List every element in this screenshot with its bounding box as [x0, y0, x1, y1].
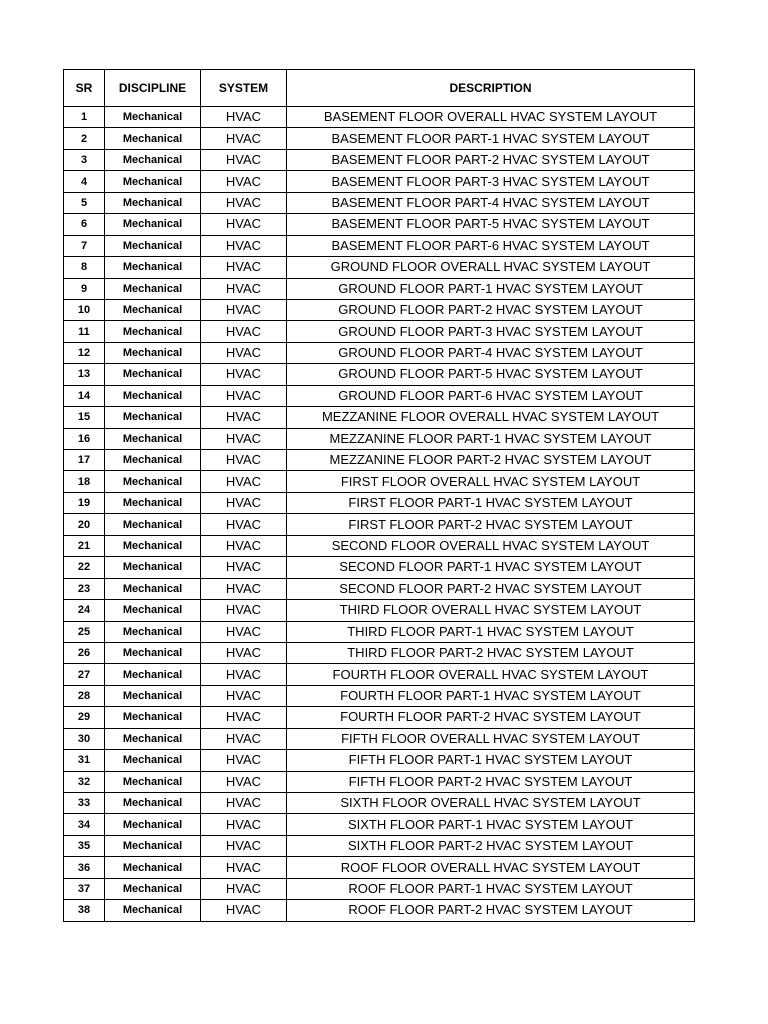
table-row	[64, 192, 695, 213]
sr-cell: 13	[64, 364, 105, 385]
header-system: SYSTEM	[201, 70, 287, 107]
sr-cell: 16	[64, 428, 105, 449]
sr-cell: 14	[64, 385, 105, 406]
sys-cell: HVAC	[201, 278, 287, 299]
disc-cell: Mechanical	[105, 664, 201, 685]
disc-cell: Mechanical	[105, 428, 201, 449]
sys-cell: HVAC	[201, 450, 287, 471]
table-row	[64, 900, 695, 921]
disc-cell: Mechanical	[105, 321, 201, 342]
sr-cell: 1	[64, 107, 105, 128]
sys-cell: HVAC	[201, 857, 287, 878]
table-row	[64, 750, 695, 771]
sr-cell: 28	[64, 685, 105, 706]
sr-cell: 21	[64, 535, 105, 556]
disc-cell: Mechanical	[105, 192, 201, 213]
table-row	[64, 514, 695, 535]
sys-cell: HVAC	[201, 578, 287, 599]
disc-cell: Mechanical	[105, 235, 201, 256]
sr-cell: 35	[64, 835, 105, 856]
disc-cell: Mechanical	[105, 707, 201, 728]
desc-cell: FIFTH FLOOR PART-1 HVAC SYSTEM LAYOUT	[287, 750, 695, 771]
table-row	[64, 728, 695, 749]
sys-cell: HVAC	[201, 685, 287, 706]
sr-cell: 29	[64, 707, 105, 728]
sys-cell: HVAC	[201, 728, 287, 749]
table-row	[64, 557, 695, 578]
sys-cell: HVAC	[201, 342, 287, 363]
disc-cell: Mechanical	[105, 557, 201, 578]
sys-cell: HVAC	[201, 514, 287, 535]
sr-cell: 15	[64, 407, 105, 428]
desc-cell: FIRST FLOOR OVERALL HVAC SYSTEM LAYOUT	[287, 471, 695, 492]
table-row	[64, 771, 695, 792]
sys-cell: HVAC	[201, 814, 287, 835]
sr-cell: 5	[64, 192, 105, 213]
sr-cell: 19	[64, 492, 105, 513]
desc-cell: GROUND FLOOR PART-1 HVAC SYSTEM LAYOUT	[287, 278, 695, 299]
sys-cell: HVAC	[201, 492, 287, 513]
desc-cell: THIRD FLOOR PART-2 HVAC SYSTEM LAYOUT	[287, 642, 695, 663]
sys-cell: HVAC	[201, 642, 287, 663]
desc-cell: ROOF FLOOR PART-1 HVAC SYSTEM LAYOUT	[287, 878, 695, 899]
disc-cell: Mechanical	[105, 878, 201, 899]
desc-cell: FOURTH FLOOR PART-1 HVAC SYSTEM LAYOUT	[287, 685, 695, 706]
table-row	[64, 385, 695, 406]
sys-cell: HVAC	[201, 664, 287, 685]
sys-cell: HVAC	[201, 750, 287, 771]
sys-cell: HVAC	[201, 192, 287, 213]
sr-cell: 22	[64, 557, 105, 578]
sr-cell: 17	[64, 450, 105, 471]
desc-cell: GROUND FLOOR PART-6 HVAC SYSTEM LAYOUT	[287, 385, 695, 406]
table-row	[64, 235, 695, 256]
table-row	[64, 257, 695, 278]
table-row	[64, 535, 695, 556]
disc-cell: Mechanical	[105, 600, 201, 621]
table-row	[64, 214, 695, 235]
disc-cell: Mechanical	[105, 107, 201, 128]
disc-cell: Mechanical	[105, 450, 201, 471]
table-row	[64, 364, 695, 385]
table-row	[64, 600, 695, 621]
disc-cell: Mechanical	[105, 857, 201, 878]
header-description: DESCRIPTION	[287, 70, 695, 107]
sys-cell: HVAC	[201, 878, 287, 899]
sys-cell: HVAC	[201, 321, 287, 342]
sys-cell: HVAC	[201, 835, 287, 856]
sr-cell: 9	[64, 278, 105, 299]
sys-cell: HVAC	[201, 428, 287, 449]
table-row	[64, 621, 695, 642]
sys-cell: HVAC	[201, 299, 287, 320]
desc-cell: FIFTH FLOOR PART-2 HVAC SYSTEM LAYOUT	[287, 771, 695, 792]
sr-cell: 7	[64, 235, 105, 256]
disc-cell: Mechanical	[105, 578, 201, 599]
desc-cell: SECOND FLOOR OVERALL HVAC SYSTEM LAYOUT	[287, 535, 695, 556]
sr-cell: 12	[64, 342, 105, 363]
table-row	[64, 107, 695, 128]
desc-cell: GROUND FLOOR PART-4 HVAC SYSTEM LAYOUT	[287, 342, 695, 363]
table-row	[64, 299, 695, 320]
disc-cell: Mechanical	[105, 535, 201, 556]
disc-cell: Mechanical	[105, 835, 201, 856]
disc-cell: Mechanical	[105, 814, 201, 835]
table-row	[64, 707, 695, 728]
disc-cell: Mechanical	[105, 793, 201, 814]
sys-cell: HVAC	[201, 707, 287, 728]
desc-cell: GROUND FLOOR OVERALL HVAC SYSTEM LAYOUT	[287, 257, 695, 278]
table-row	[64, 171, 695, 192]
desc-cell: BASEMENT FLOOR PART-1 HVAC SYSTEM LAYOUT	[287, 128, 695, 149]
disc-cell: Mechanical	[105, 514, 201, 535]
sys-cell: HVAC	[201, 107, 287, 128]
desc-cell: BASEMENT FLOOR OVERALL HVAC SYSTEM LAYOUT	[287, 107, 695, 128]
sys-cell: HVAC	[201, 793, 287, 814]
table-row	[64, 814, 695, 835]
disc-cell: Mechanical	[105, 621, 201, 642]
table-row	[64, 878, 695, 899]
sys-cell: HVAC	[201, 385, 287, 406]
desc-cell: FOURTH FLOOR OVERALL HVAC SYSTEM LAYOUT	[287, 664, 695, 685]
table-row	[64, 407, 695, 428]
desc-cell: FIFTH FLOOR OVERALL HVAC SYSTEM LAYOUT	[287, 728, 695, 749]
desc-cell: MEZZANINE FLOOR PART-2 HVAC SYSTEM LAYOUT	[287, 450, 695, 471]
sr-cell: 8	[64, 257, 105, 278]
desc-cell: ROOF FLOOR PART-2 HVAC SYSTEM LAYOUT	[287, 900, 695, 921]
desc-cell: ROOF FLOOR OVERALL HVAC SYSTEM LAYOUT	[287, 857, 695, 878]
desc-cell: MEZZANINE FLOOR OVERALL HVAC SYSTEM LAYOUT	[287, 407, 695, 428]
desc-cell: BASEMENT FLOOR PART-3 HVAC SYSTEM LAYOUT	[287, 171, 695, 192]
desc-cell: SECOND FLOOR PART-2 HVAC SYSTEM LAYOUT	[287, 578, 695, 599]
disc-cell: Mechanical	[105, 342, 201, 363]
sys-cell: HVAC	[201, 171, 287, 192]
disc-cell: Mechanical	[105, 900, 201, 921]
disc-cell: Mechanical	[105, 149, 201, 170]
desc-cell: GROUND FLOOR PART-5 HVAC SYSTEM LAYOUT	[287, 364, 695, 385]
sr-cell: 20	[64, 514, 105, 535]
table-row	[64, 428, 695, 449]
table-row	[64, 128, 695, 149]
document-sheet	[63, 69, 695, 922]
disc-cell: Mechanical	[105, 128, 201, 149]
table-row	[64, 642, 695, 663]
table-row	[64, 321, 695, 342]
sr-cell: 10	[64, 299, 105, 320]
sr-cell: 6	[64, 214, 105, 235]
disc-cell: Mechanical	[105, 214, 201, 235]
table-row	[64, 278, 695, 299]
sr-cell: 34	[64, 814, 105, 835]
sys-cell: HVAC	[201, 900, 287, 921]
disc-cell: Mechanical	[105, 299, 201, 320]
sr-cell: 27	[64, 664, 105, 685]
sys-cell: HVAC	[201, 257, 287, 278]
table-row	[64, 450, 695, 471]
table-row	[64, 342, 695, 363]
header-discipline: DISCIPLINE	[105, 70, 201, 107]
disc-cell: Mechanical	[105, 492, 201, 513]
sr-cell: 4	[64, 171, 105, 192]
disc-cell: Mechanical	[105, 257, 201, 278]
sys-cell: HVAC	[201, 471, 287, 492]
table-row	[64, 149, 695, 170]
sr-cell: 36	[64, 857, 105, 878]
table-row	[64, 857, 695, 878]
sr-cell: 31	[64, 750, 105, 771]
table-header-row	[64, 70, 695, 107]
drawing-list-table	[63, 69, 695, 922]
sr-cell: 24	[64, 600, 105, 621]
header-sr: SR	[64, 70, 105, 107]
desc-cell: FIRST FLOOR PART-1 HVAC SYSTEM LAYOUT	[287, 492, 695, 513]
sys-cell: HVAC	[201, 214, 287, 235]
disc-cell: Mechanical	[105, 642, 201, 663]
table-body	[64, 107, 695, 922]
sys-cell: HVAC	[201, 149, 287, 170]
sr-cell: 25	[64, 621, 105, 642]
disc-cell: Mechanical	[105, 407, 201, 428]
sr-cell: 26	[64, 642, 105, 663]
sr-cell: 33	[64, 793, 105, 814]
sys-cell: HVAC	[201, 535, 287, 556]
sys-cell: HVAC	[201, 364, 287, 385]
disc-cell: Mechanical	[105, 278, 201, 299]
sr-cell: 18	[64, 471, 105, 492]
desc-cell: BASEMENT FLOOR PART-5 HVAC SYSTEM LAYOUT	[287, 214, 695, 235]
desc-cell: MEZZANINE FLOOR PART-1 HVAC SYSTEM LAYOUT	[287, 428, 695, 449]
desc-cell: BASEMENT FLOOR PART-2 HVAC SYSTEM LAYOUT	[287, 149, 695, 170]
sys-cell: HVAC	[201, 128, 287, 149]
disc-cell: Mechanical	[105, 171, 201, 192]
desc-cell: SIXTH FLOOR PART-2 HVAC SYSTEM LAYOUT	[287, 835, 695, 856]
table-row	[64, 835, 695, 856]
table-row	[64, 793, 695, 814]
sys-cell: HVAC	[201, 600, 287, 621]
disc-cell: Mechanical	[105, 771, 201, 792]
desc-cell: BASEMENT FLOOR PART-6 HVAC SYSTEM LAYOUT	[287, 235, 695, 256]
sr-cell: 30	[64, 728, 105, 749]
disc-cell: Mechanical	[105, 385, 201, 406]
sr-cell: 3	[64, 149, 105, 170]
table-row	[64, 578, 695, 599]
sr-cell: 32	[64, 771, 105, 792]
sr-cell: 2	[64, 128, 105, 149]
desc-cell: THIRD FLOOR PART-1 HVAC SYSTEM LAYOUT	[287, 621, 695, 642]
sys-cell: HVAC	[201, 407, 287, 428]
table-row	[64, 685, 695, 706]
table-row	[64, 471, 695, 492]
sr-cell: 11	[64, 321, 105, 342]
disc-cell: Mechanical	[105, 471, 201, 492]
sys-cell: HVAC	[201, 235, 287, 256]
table-row	[64, 492, 695, 513]
desc-cell: SIXTH FLOOR OVERALL HVAC SYSTEM LAYOUT	[287, 793, 695, 814]
desc-cell: FIRST FLOOR PART-2 HVAC SYSTEM LAYOUT	[287, 514, 695, 535]
disc-cell: Mechanical	[105, 685, 201, 706]
desc-cell: THIRD FLOOR OVERALL HVAC SYSTEM LAYOUT	[287, 600, 695, 621]
desc-cell: GROUND FLOOR PART-3 HVAC SYSTEM LAYOUT	[287, 321, 695, 342]
disc-cell: Mechanical	[105, 364, 201, 385]
sys-cell: HVAC	[201, 771, 287, 792]
desc-cell: GROUND FLOOR PART-2 HVAC SYSTEM LAYOUT	[287, 299, 695, 320]
sr-cell: 23	[64, 578, 105, 599]
table-row	[64, 664, 695, 685]
sys-cell: HVAC	[201, 557, 287, 578]
desc-cell: SIXTH FLOOR PART-1 HVAC SYSTEM LAYOUT	[287, 814, 695, 835]
desc-cell: BASEMENT FLOOR PART-4 HVAC SYSTEM LAYOUT	[287, 192, 695, 213]
desc-cell: FOURTH FLOOR PART-2 HVAC SYSTEM LAYOUT	[287, 707, 695, 728]
sr-cell: 38	[64, 900, 105, 921]
disc-cell: Mechanical	[105, 728, 201, 749]
disc-cell: Mechanical	[105, 750, 201, 771]
sr-cell: 37	[64, 878, 105, 899]
sys-cell: HVAC	[201, 621, 287, 642]
desc-cell: SECOND FLOOR PART-1 HVAC SYSTEM LAYOUT	[287, 557, 695, 578]
